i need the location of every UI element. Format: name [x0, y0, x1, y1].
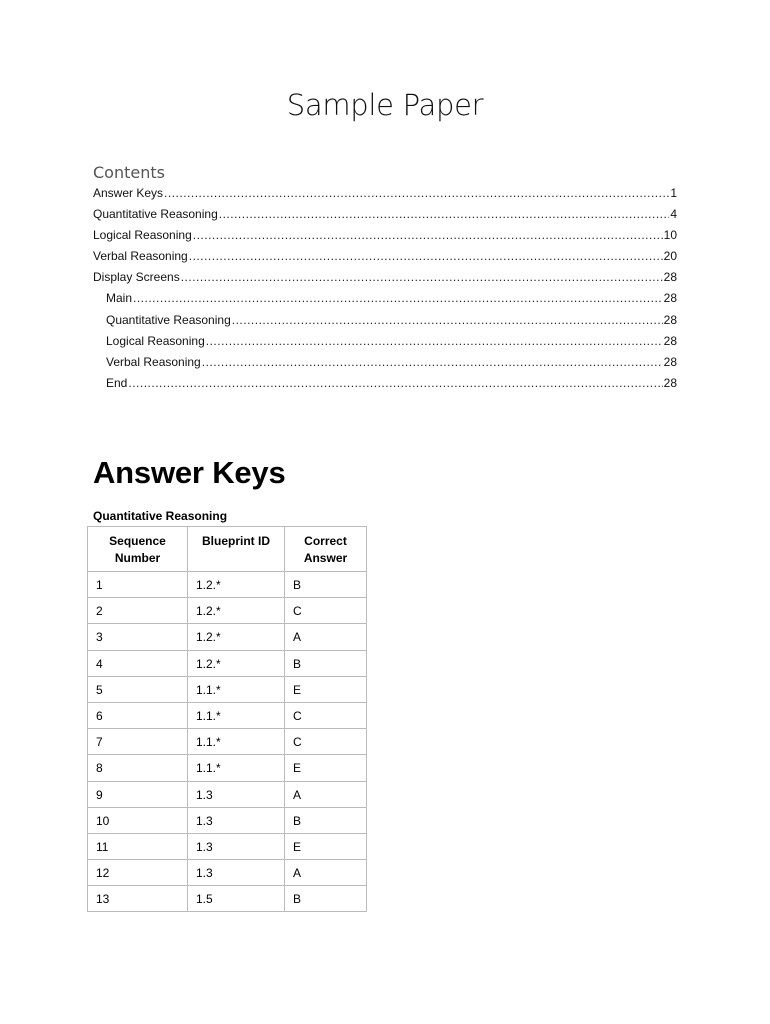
- toc-entry-page: 28: [663, 375, 677, 390]
- correct-answer-cell: E: [285, 755, 367, 781]
- correct-answer-cell: B: [285, 807, 367, 833]
- toc-entry-label: Logical Reasoning: [106, 333, 205, 348]
- blueprint-id-cell: 1.2.*: [188, 572, 285, 598]
- sequence-number-cell: 12: [88, 860, 188, 886]
- table-row: [88, 755, 367, 781]
- toc-entry-label: Verbal Reasoning: [93, 249, 188, 264]
- toc-entry-page: 28: [663, 312, 677, 327]
- correct-answer-cell: E: [285, 676, 367, 702]
- toc-entry-label: Verbal Reasoning: [106, 354, 201, 369]
- sequence-number-cell: 10: [88, 807, 188, 833]
- correct-answer-cell: A: [285, 860, 367, 886]
- toc-leader-dots: [232, 313, 663, 327]
- blueprint-id-cell: 1.1.*: [188, 729, 285, 755]
- toc-entry[interactable]: [93, 313, 677, 334]
- toc-entry[interactable]: [93, 355, 677, 376]
- toc-entry-label: End: [106, 375, 128, 390]
- blueprint-id-cell: 1.2.*: [188, 650, 285, 676]
- answer-keys-table: [87, 526, 367, 912]
- sequence-number-cell: 2: [88, 598, 188, 624]
- blueprint-id-cell: 1.1.*: [188, 755, 285, 781]
- toc-leader-dots: [133, 291, 663, 305]
- sequence-number-cell: 7: [88, 729, 188, 755]
- sequence-number-cell: 1: [88, 572, 188, 598]
- toc-leader-dots: [128, 376, 662, 390]
- toc-entry-label: Logical Reasoning: [93, 228, 192, 243]
- sequence-number-cell: 4: [88, 650, 188, 676]
- table-row: [88, 650, 367, 676]
- toc-entry[interactable]: [93, 207, 677, 228]
- toc-leader-dots: [219, 207, 670, 221]
- correct-answer-cell: C: [285, 702, 367, 728]
- blueprint-id-cell: 1.3: [188, 807, 285, 833]
- correct-answer-cell: E: [285, 833, 367, 859]
- sequence-number-cell: 3: [88, 624, 188, 650]
- blueprint-id-cell: 1.3: [188, 833, 285, 859]
- table-row: [88, 676, 367, 702]
- toc-entry-page: 1: [670, 186, 677, 200]
- toc-entry-label: Display Screens: [93, 270, 180, 285]
- toc-entry-label: Quantitative Reasoning: [106, 312, 231, 327]
- correct-answer-cell: B: [285, 886, 367, 912]
- table-header-row: [88, 527, 367, 572]
- blueprint-id-cell: 1.5: [188, 886, 285, 912]
- table-row: [88, 624, 367, 650]
- toc-leader-dots: [181, 270, 663, 284]
- toc-entry[interactable]: [93, 228, 677, 249]
- table-caption: Quantitative Reasoning: [93, 509, 228, 523]
- blueprint-id-cell: 1.1.*: [188, 676, 285, 702]
- table-row: [88, 729, 367, 755]
- toc-entry[interactable]: [93, 334, 677, 355]
- table-row: [88, 702, 367, 728]
- sequence-number-cell: 5: [88, 676, 188, 702]
- toc-entry[interactable]: [93, 249, 677, 270]
- column-header-correct-answer: Correct Answer: [285, 527, 367, 572]
- correct-answer-cell: C: [285, 598, 367, 624]
- table-row: [88, 598, 367, 624]
- blueprint-id-cell: 1.2.*: [188, 624, 285, 650]
- toc-leader-dots: [164, 186, 669, 200]
- blueprint-id-cell: 1.3: [188, 860, 285, 886]
- toc-entry-page: 28: [663, 333, 677, 348]
- correct-answer-cell: C: [285, 729, 367, 755]
- toc-entry[interactable]: [93, 270, 677, 291]
- document-title: Sample Paper: [286, 88, 484, 122]
- correct-answer-cell: A: [285, 624, 367, 650]
- sequence-number-cell: 6: [88, 702, 188, 728]
- toc-entry[interactable]: [93, 291, 677, 312]
- contents-heading: Contents: [93, 163, 165, 182]
- toc-entry-page: 28: [663, 291, 677, 306]
- toc-entry-page: 10: [663, 228, 677, 243]
- table-row: [88, 860, 367, 886]
- correct-answer-cell: B: [285, 572, 367, 598]
- sequence-number-cell: 13: [88, 886, 188, 912]
- correct-answer-cell: A: [285, 781, 367, 807]
- answer-keys-table-body: [88, 572, 367, 912]
- table-of-contents: [93, 186, 677, 397]
- toc-entry-page: 28: [663, 270, 677, 285]
- column-header-blueprint-id: Blueprint ID: [188, 527, 285, 572]
- sequence-number-cell: 11: [88, 833, 188, 859]
- table-row: [88, 886, 367, 912]
- toc-entry[interactable]: [93, 376, 677, 397]
- correct-answer-cell: B: [285, 650, 367, 676]
- column-header-sequence-number: Sequence Number: [88, 527, 188, 572]
- blueprint-id-cell: 1.1.*: [188, 702, 285, 728]
- toc-leader-dots: [206, 334, 663, 348]
- table-row: [88, 833, 367, 859]
- toc-leader-dots: [193, 228, 663, 242]
- toc-entry-label: Quantitative Reasoning: [93, 207, 218, 222]
- toc-entry-label: Answer Keys: [93, 186, 164, 200]
- answer-keys-heading: Answer Keys: [93, 455, 286, 490]
- toc-leader-dots: [202, 355, 663, 369]
- table-row: [88, 807, 367, 833]
- toc-entry-label: Main: [106, 291, 133, 306]
- toc-leader-dots: [189, 249, 663, 263]
- sequence-number-cell: 8: [88, 755, 188, 781]
- toc-entry-page: 28: [663, 354, 677, 369]
- blueprint-id-cell: 1.3: [188, 781, 285, 807]
- table-row: [88, 781, 367, 807]
- toc-entry[interactable]: [93, 186, 677, 207]
- sequence-number-cell: 9: [88, 781, 188, 807]
- toc-entry-page: 4: [670, 207, 677, 222]
- toc-entry-page: 20: [663, 249, 677, 264]
- blueprint-id-cell: 1.2.*: [188, 598, 285, 624]
- table-row: [88, 572, 367, 598]
